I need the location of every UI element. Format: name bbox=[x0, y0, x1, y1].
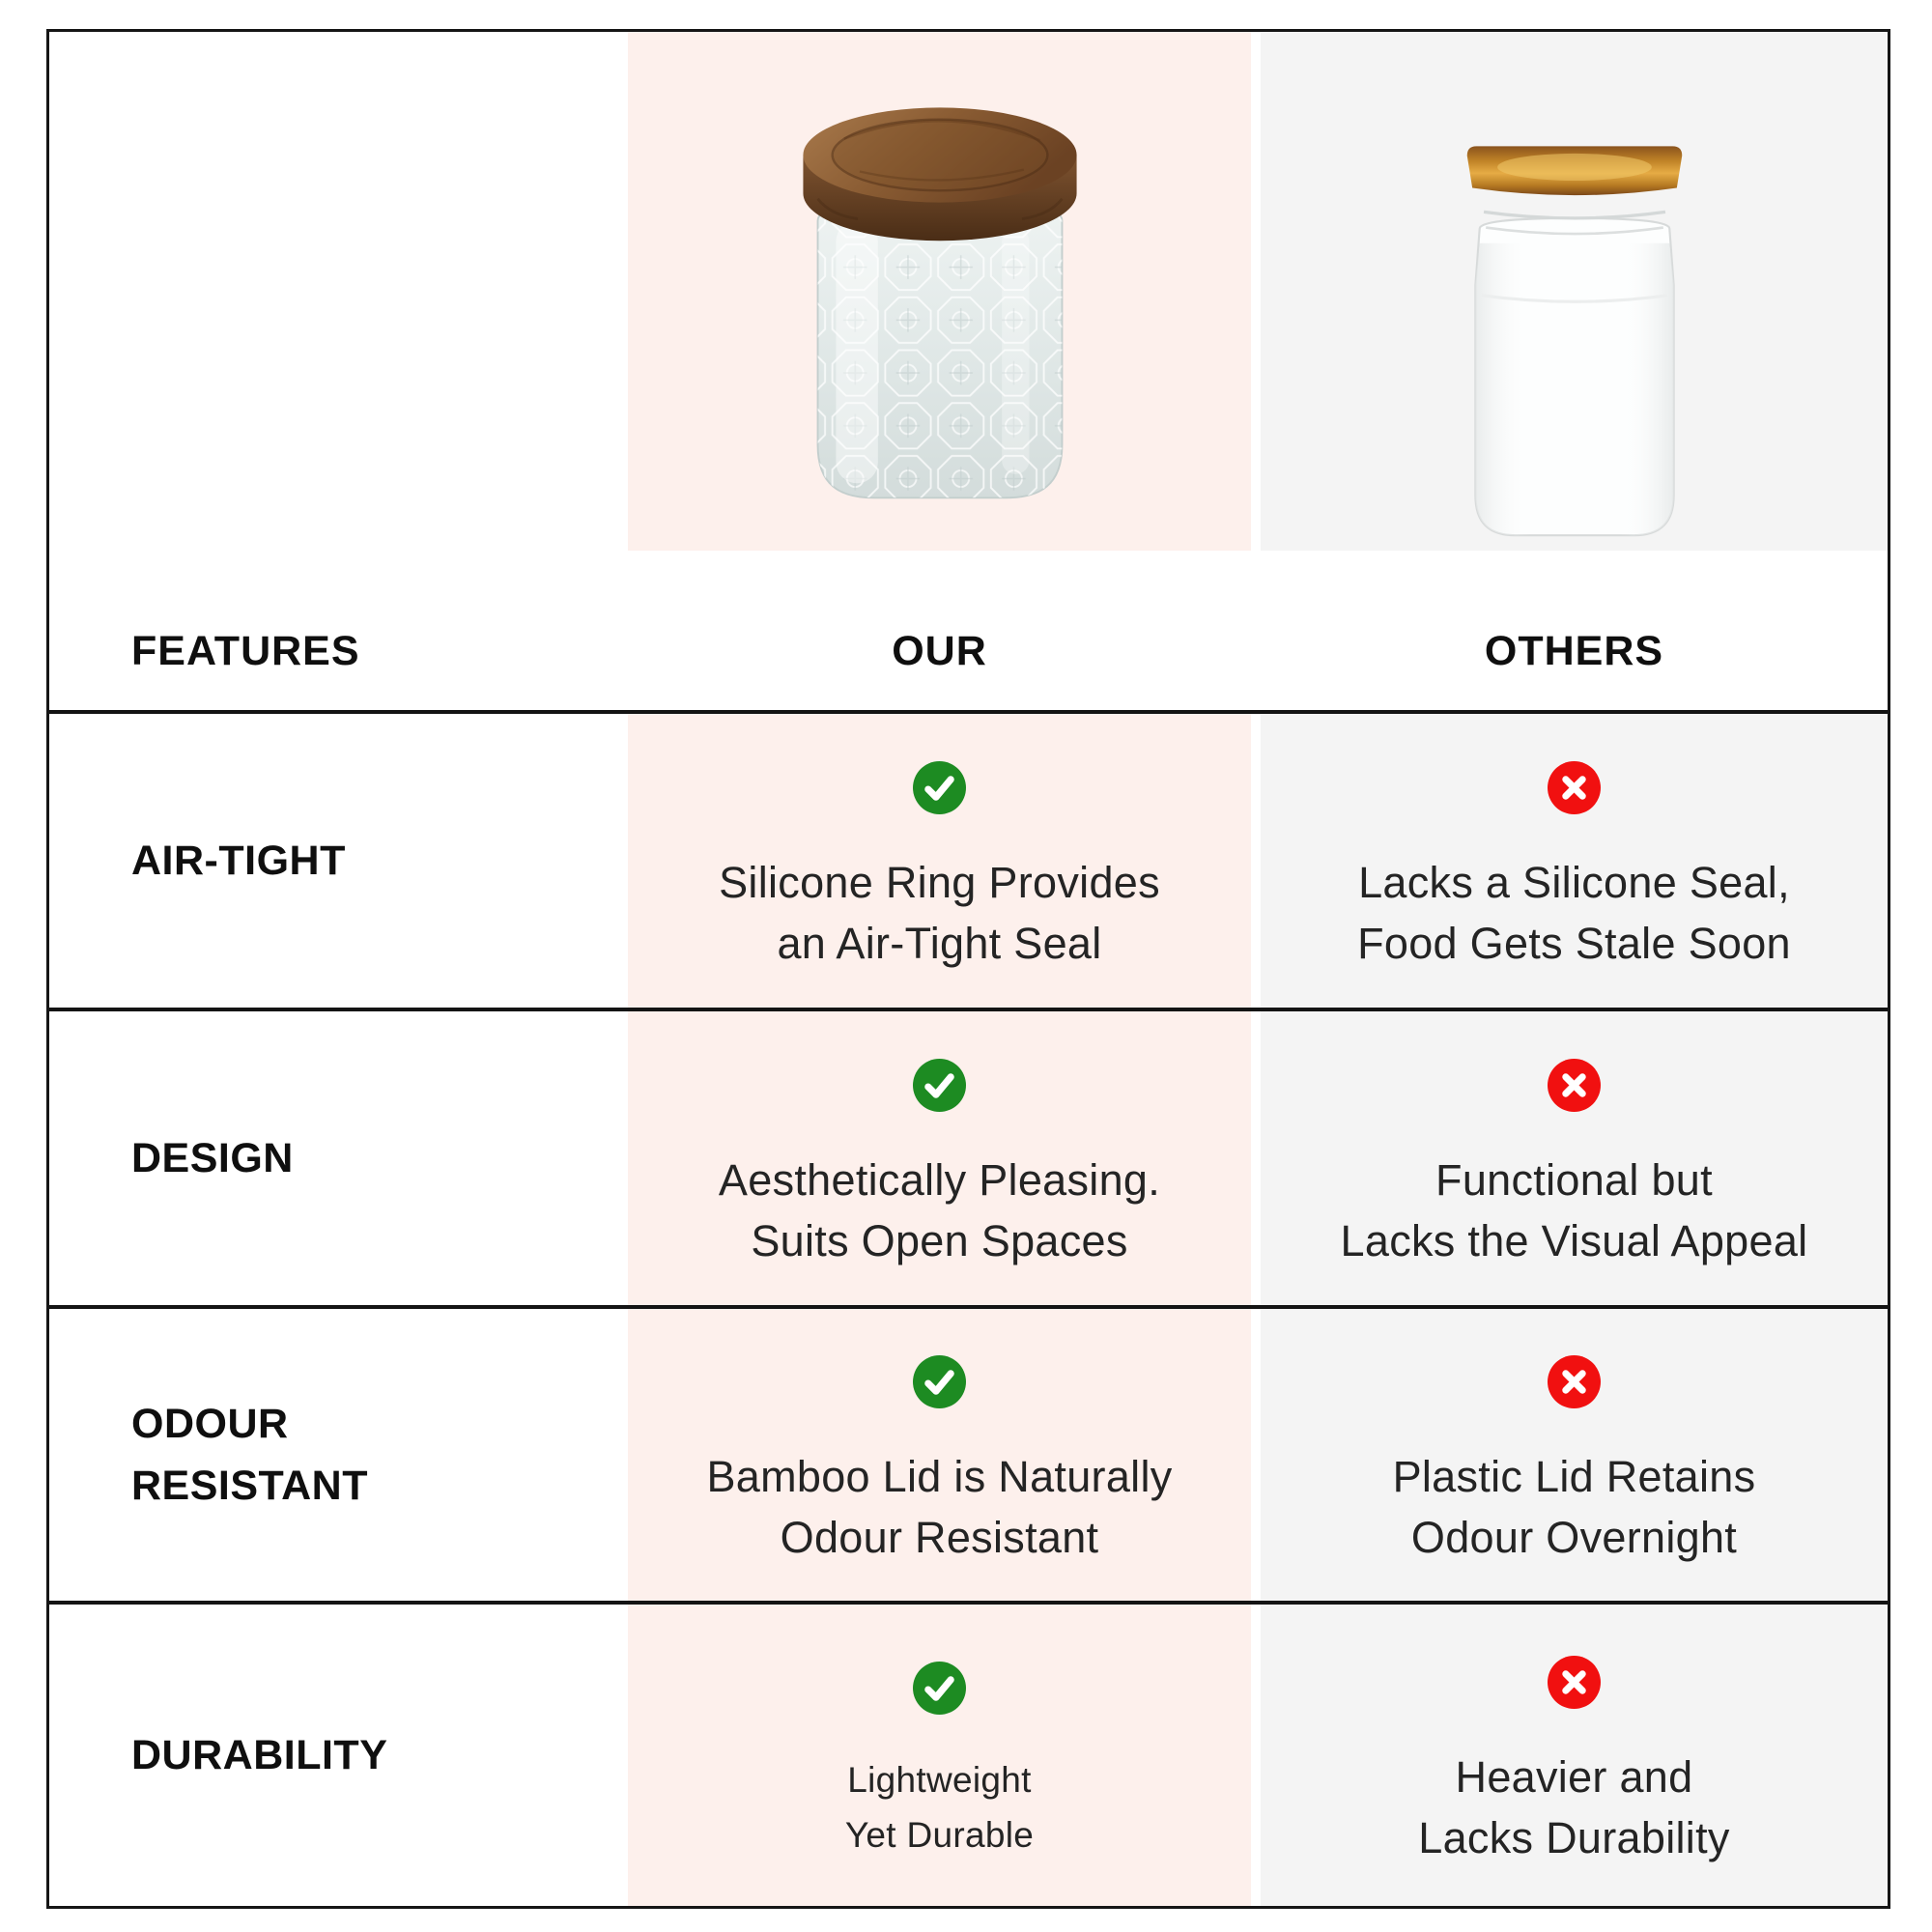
our-text-air-tight: Silicone Ring Provides an Air-Tight Seal bbox=[719, 858, 1160, 968]
cross-icon bbox=[1548, 1355, 1601, 1408]
comparison-table bbox=[46, 29, 1890, 1909]
our-jar-image bbox=[776, 82, 1104, 520]
features-header-label: FEATURES bbox=[131, 628, 360, 674]
others-jar-image bbox=[1434, 128, 1716, 546]
feature-label-durability: DURABILITY bbox=[131, 1731, 388, 1778]
others-cell-durability bbox=[1261, 1605, 1888, 1906]
our-cell-air-tight bbox=[628, 714, 1251, 1008]
our-text-durability: Lightweight Yet Durable bbox=[844, 1760, 1035, 1855]
others-text-air-tight: Lacks a Silicone Seal, Food Gets Stale Soon bbox=[1357, 858, 1791, 968]
our-cell-durability bbox=[628, 1605, 1251, 1906]
check-icon bbox=[913, 1355, 966, 1408]
feature-label-air-tight: AIR-TIGHT bbox=[131, 837, 346, 884]
features-column-header bbox=[49, 551, 628, 710]
others-text-design: Functional but Lacks the Visual Appeal bbox=[1340, 1155, 1808, 1265]
others-text-durability: Heavier and Lacks Durability bbox=[1418, 1752, 1730, 1862]
our-column-header bbox=[628, 551, 1251, 710]
feature-label-odour-resistant: ODOUR RESISTANT bbox=[131, 1400, 368, 1509]
our-cell-odour-resistant bbox=[628, 1309, 1251, 1601]
others-product-image-panel bbox=[1261, 32, 1888, 551]
others-column-header bbox=[1261, 551, 1888, 710]
check-icon bbox=[913, 1059, 966, 1112]
cross-icon bbox=[1548, 1656, 1601, 1709]
cross-icon bbox=[1548, 761, 1601, 814]
check-icon bbox=[913, 761, 966, 814]
cross-icon bbox=[1548, 1059, 1601, 1112]
our-text-odour-resistant: Bamboo Lid is Naturally Odour Resistant bbox=[706, 1452, 1173, 1562]
feature-label-design: DESIGN bbox=[131, 1134, 294, 1181]
others-cell-odour-resistant bbox=[1261, 1309, 1888, 1601]
our-cell-design bbox=[628, 1011, 1251, 1305]
others-cell-design bbox=[1261, 1011, 1888, 1305]
others-header-label: OTHERS bbox=[1484, 628, 1664, 674]
check-icon bbox=[913, 1662, 966, 1715]
our-product-image-panel bbox=[628, 32, 1251, 551]
our-text-design: Aesthetically Pleasing. Suits Open Spaces bbox=[718, 1155, 1161, 1265]
our-header-label: OUR bbox=[892, 628, 987, 674]
others-cell-air-tight bbox=[1261, 714, 1888, 1008]
others-text-odour-resistant: Plastic Lid Retains Odour Overnight bbox=[1392, 1452, 1756, 1562]
